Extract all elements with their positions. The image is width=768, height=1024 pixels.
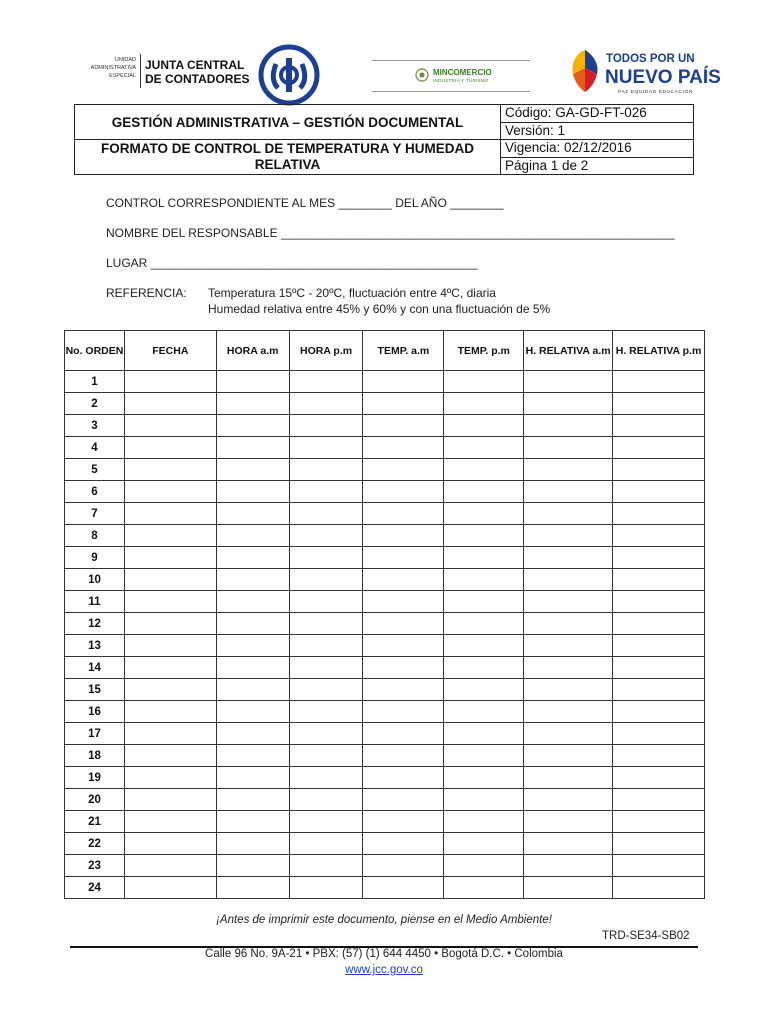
- entry-cell[interactable]: [613, 679, 705, 701]
- entry-cell[interactable]: [124, 877, 216, 899]
- column-header: TEMP. p.m: [444, 331, 524, 371]
- table-header-row: [65, 331, 705, 371]
- row-number: 10: [65, 569, 125, 591]
- entry-cell[interactable]: [444, 811, 524, 833]
- entry-cell[interactable]: [124, 459, 216, 481]
- entry-cell[interactable]: [289, 415, 363, 437]
- referencia-label: REFERENCIA:: [106, 286, 187, 300]
- entry-cell[interactable]: [363, 679, 444, 701]
- footer-website-wrap: [0, 964, 768, 976]
- entry-cell[interactable]: [289, 525, 363, 547]
- entry-cell[interactable]: [524, 679, 613, 701]
- entry-cell[interactable]: [444, 635, 524, 657]
- table-row: [65, 525, 705, 547]
- entry-cell[interactable]: [363, 701, 444, 723]
- entry-cell[interactable]: [289, 789, 363, 811]
- entry-cell[interactable]: [613, 701, 705, 723]
- column-header: HORA a.m: [216, 331, 289, 371]
- entry-cell[interactable]: [613, 481, 705, 503]
- entry-cell[interactable]: [613, 547, 705, 569]
- entry-cell[interactable]: [524, 789, 613, 811]
- row-number: 14: [65, 657, 125, 679]
- entry-cell[interactable]: [524, 591, 613, 613]
- footer-website-link[interactable]: www.jcc.gov.co: [345, 964, 423, 976]
- entry-cell[interactable]: [289, 855, 363, 877]
- header-title-top: GESTIÓN ADMINISTRATIVA – GESTIÓN DOCUMENTAL: [75, 105, 501, 140]
- referencia-humidity: Humedad relativa entre 45% y 60% y con una fluctuación de 5%: [208, 302, 551, 316]
- entry-cell[interactable]: [363, 833, 444, 855]
- entry-cell[interactable]: [216, 459, 289, 481]
- entry-cell[interactable]: [524, 767, 613, 789]
- entry-cell[interactable]: [363, 855, 444, 877]
- header-title-bottom: FORMATO DE CONTROL DE TEMPERATURA Y HUMEDAD RELATIVA: [75, 140, 501, 175]
- entry-cell[interactable]: [444, 679, 524, 701]
- entry-cell[interactable]: [124, 613, 216, 635]
- entry-cell[interactable]: [613, 833, 705, 855]
- entry-cell[interactable]: [216, 657, 289, 679]
- table-row: [65, 503, 705, 525]
- row-number: 16: [65, 701, 125, 723]
- table-row: [65, 437, 705, 459]
- entry-cell[interactable]: [524, 415, 613, 437]
- entry-cell[interactable]: [613, 723, 705, 745]
- entry-cell[interactable]: [289, 503, 363, 525]
- entry-cell[interactable]: [124, 525, 216, 547]
- entry-cell[interactable]: [216, 547, 289, 569]
- entry-cell[interactable]: [613, 855, 705, 877]
- table-row: [65, 855, 705, 877]
- entry-cell[interactable]: [363, 371, 444, 393]
- entry-cell[interactable]: [363, 547, 444, 569]
- entry-cell[interactable]: [444, 745, 524, 767]
- entry-cell[interactable]: [363, 657, 444, 679]
- entry-cell[interactable]: [363, 393, 444, 415]
- entry-cell[interactable]: [289, 767, 363, 789]
- entry-cell[interactable]: [216, 723, 289, 745]
- row-number: 4: [65, 437, 125, 459]
- entry-cell[interactable]: [216, 437, 289, 459]
- footer-address: Calle 96 No. 9A-21 • PBX: (57) (1) 644 4450 • Bogotá D.C. • Colombia: [205, 948, 563, 960]
- responsable-line: NOMBRE DEL RESPONSABLE ___________________________________________________________: [106, 226, 675, 240]
- entry-cell[interactable]: [524, 657, 613, 679]
- entry-cell[interactable]: [124, 547, 216, 569]
- header-pagina: Página 1 de 2: [501, 157, 694, 175]
- trd-code: TRD-SE34-SB02: [602, 930, 690, 942]
- entry-cell[interactable]: [363, 767, 444, 789]
- table-row: [65, 811, 705, 833]
- entry-cell[interactable]: [216, 481, 289, 503]
- entry-cell[interactable]: [613, 789, 705, 811]
- jcc-name-line: JUNTA CENTRAL: [145, 58, 245, 72]
- entry-cell[interactable]: [216, 371, 289, 393]
- table-row: [65, 635, 705, 657]
- entry-cell[interactable]: [524, 723, 613, 745]
- lugar-line: LUGAR _________________________________________________: [106, 256, 478, 270]
- entry-cell[interactable]: [444, 437, 524, 459]
- entry-cell[interactable]: [444, 525, 524, 547]
- entry-cell[interactable]: [363, 415, 444, 437]
- entry-cell[interactable]: [613, 811, 705, 833]
- entry-cell[interactable]: [444, 547, 524, 569]
- entry-cell[interactable]: [444, 767, 524, 789]
- entry-cell[interactable]: [613, 767, 705, 789]
- row-number: 1: [65, 371, 125, 393]
- entry-cell[interactable]: [216, 745, 289, 767]
- entry-cell[interactable]: [289, 723, 363, 745]
- entry-cell[interactable]: [216, 701, 289, 723]
- entry-cell[interactable]: [289, 437, 363, 459]
- entry-cell[interactable]: [524, 613, 613, 635]
- entry-cell[interactable]: [216, 679, 289, 701]
- entry-cell[interactable]: [363, 723, 444, 745]
- entry-cell[interactable]: [216, 855, 289, 877]
- jcc-unit-label: [78, 56, 136, 80]
- entry-cell[interactable]: [363, 503, 444, 525]
- mincomercio-subtitle: INDUSTRIA Y TURISMO: [433, 78, 489, 83]
- entry-cell[interactable]: [444, 569, 524, 591]
- entry-cell[interactable]: [363, 459, 444, 481]
- entry-cell[interactable]: [289, 591, 363, 613]
- entry-cell[interactable]: [613, 437, 705, 459]
- entry-cell[interactable]: [363, 525, 444, 547]
- entry-cell[interactable]: [524, 393, 613, 415]
- referencia-temperature: Temperatura 15ºC - 20ºC, fluctuación entre 4ºC, diaria: [208, 286, 496, 300]
- row-number: 17: [65, 723, 125, 745]
- entry-cell[interactable]: [363, 437, 444, 459]
- entry-cell[interactable]: [613, 613, 705, 635]
- entry-cell[interactable]: [524, 481, 613, 503]
- nuevo-pais-line2: NUEVO PAÍS: [605, 67, 721, 88]
- entry-cell[interactable]: [216, 767, 289, 789]
- entry-cell[interactable]: [289, 657, 363, 679]
- table-row: [65, 723, 705, 745]
- entry-cell[interactable]: [216, 833, 289, 855]
- entry-cell[interactable]: [124, 767, 216, 789]
- row-number: 19: [65, 767, 125, 789]
- control-month-year-line: CONTROL CORRESPONDIENTE AL MES ________ DEL AÑO ________: [106, 196, 504, 210]
- nuevo-pais-line1: TODOS POR UN: [606, 53, 695, 65]
- entry-cell[interactable]: [524, 833, 613, 855]
- entry-cell[interactable]: [124, 679, 216, 701]
- table-row: [65, 767, 705, 789]
- entry-cell[interactable]: [289, 745, 363, 767]
- row-number: 23: [65, 855, 125, 877]
- entry-cell[interactable]: [613, 371, 705, 393]
- entry-cell[interactable]: [363, 569, 444, 591]
- entry-cell[interactable]: [216, 811, 289, 833]
- table-row: [65, 569, 705, 591]
- row-number: 18: [65, 745, 125, 767]
- entry-cell[interactable]: [524, 855, 613, 877]
- table-row: [65, 701, 705, 723]
- entry-cell[interactable]: [613, 657, 705, 679]
- entry-cell[interactable]: [289, 459, 363, 481]
- column-header: No. ORDEN: [65, 331, 125, 371]
- entry-cell[interactable]: [524, 811, 613, 833]
- entry-cell[interactable]: [363, 613, 444, 635]
- row-number: 22: [65, 833, 125, 855]
- entry-cell[interactable]: [216, 503, 289, 525]
- entry-cell[interactable]: [216, 569, 289, 591]
- entry-cell[interactable]: [613, 393, 705, 415]
- entry-cell[interactable]: [524, 437, 613, 459]
- header-vigencia: Vigencia: 02/12/2016: [501, 140, 694, 158]
- entry-cell[interactable]: [289, 877, 363, 899]
- row-number: 20: [65, 789, 125, 811]
- nuevo-pais-emblem-icon: [567, 46, 603, 98]
- jcc-unit-line: ADMINISTRATIVA: [90, 65, 136, 71]
- entry-cell[interactable]: [444, 371, 524, 393]
- entry-cell[interactable]: [124, 569, 216, 591]
- entry-cell[interactable]: [289, 833, 363, 855]
- entry-cell[interactable]: [613, 525, 705, 547]
- entry-cell[interactable]: [524, 701, 613, 723]
- row-number: 21: [65, 811, 125, 833]
- table-row: [65, 459, 705, 481]
- entry-cell[interactable]: [524, 525, 613, 547]
- table-row: [65, 789, 705, 811]
- row-number: 24: [65, 877, 125, 899]
- entry-cell[interactable]: [216, 591, 289, 613]
- control-table: [64, 330, 705, 899]
- entry-cell[interactable]: [124, 789, 216, 811]
- entry-cell[interactable]: [613, 459, 705, 481]
- entry-cell[interactable]: [363, 877, 444, 899]
- entry-cell[interactable]: [444, 613, 524, 635]
- entry-cell[interactable]: [613, 569, 705, 591]
- entry-cell[interactable]: [289, 811, 363, 833]
- row-number: 5: [65, 459, 125, 481]
- environment-note: ¡Antes de imprimir este documento, piense en el Medio Ambiente!: [216, 914, 552, 926]
- jcc-logo-name: [145, 58, 249, 86]
- entry-cell[interactable]: [444, 503, 524, 525]
- entry-cell[interactable]: [216, 789, 289, 811]
- entry-cell[interactable]: [363, 635, 444, 657]
- entry-cell[interactable]: [289, 701, 363, 723]
- column-header: HORA p.m: [289, 331, 363, 371]
- row-number: 12: [65, 613, 125, 635]
- entry-cell[interactable]: [524, 569, 613, 591]
- entry-cell[interactable]: [289, 569, 363, 591]
- jcc-unit-line: ESPECIAL: [109, 73, 136, 79]
- entry-cell[interactable]: [444, 877, 524, 899]
- entry-cell[interactable]: [363, 811, 444, 833]
- row-number: 6: [65, 481, 125, 503]
- entry-cell[interactable]: [216, 613, 289, 635]
- column-header: TEMP. a.m: [363, 331, 444, 371]
- entry-cell[interactable]: [444, 393, 524, 415]
- header-codigo: Código: GA-GD-FT-026: [501, 105, 694, 123]
- row-number: 8: [65, 525, 125, 547]
- entry-cell[interactable]: [444, 415, 524, 437]
- entry-cell[interactable]: [124, 635, 216, 657]
- entry-cell[interactable]: [289, 393, 363, 415]
- row-number: 2: [65, 393, 125, 415]
- row-number: 13: [65, 635, 125, 657]
- entry-cell[interactable]: [216, 415, 289, 437]
- row-number: 15: [65, 679, 125, 701]
- entry-cell[interactable]: [524, 635, 613, 657]
- table-row: [65, 745, 705, 767]
- table-row: [65, 415, 705, 437]
- table-row: [65, 481, 705, 503]
- table-row: [65, 371, 705, 393]
- entry-cell[interactable]: [613, 745, 705, 767]
- entry-cell[interactable]: [444, 833, 524, 855]
- entry-cell[interactable]: [444, 591, 524, 613]
- entry-cell[interactable]: [216, 393, 289, 415]
- column-header: FECHA: [124, 331, 216, 371]
- nuevo-pais-line3: PAZ EQUIDAD EDUCACIÓN: [618, 90, 693, 95]
- jcc-emblem-icon: [258, 44, 320, 106]
- jcc-divider: [140, 54, 141, 88]
- entry-cell[interactable]: [613, 877, 705, 899]
- entry-cell[interactable]: [124, 855, 216, 877]
- entry-cell[interactable]: [524, 459, 613, 481]
- colombia-shield-icon: [415, 68, 429, 82]
- entry-cell[interactable]: [524, 745, 613, 767]
- row-number: 3: [65, 415, 125, 437]
- entry-cell[interactable]: [124, 481, 216, 503]
- entry-cell[interactable]: [613, 415, 705, 437]
- row-number: 9: [65, 547, 125, 569]
- entry-cell[interactable]: [124, 811, 216, 833]
- entry-cell[interactable]: [289, 371, 363, 393]
- entry-cell[interactable]: [524, 503, 613, 525]
- entry-cell[interactable]: [124, 723, 216, 745]
- entry-cell[interactable]: [444, 723, 524, 745]
- entry-cell[interactable]: [124, 745, 216, 767]
- row-number: 11: [65, 591, 125, 613]
- entry-cell[interactable]: [524, 547, 613, 569]
- column-header: H. RELATIVA p.m: [613, 331, 705, 371]
- entry-cell[interactable]: [363, 481, 444, 503]
- entry-cell[interactable]: [444, 459, 524, 481]
- entry-cell[interactable]: [216, 635, 289, 657]
- entry-cell[interactable]: [124, 393, 216, 415]
- table-row: [65, 877, 705, 899]
- table-row: [65, 833, 705, 855]
- table-row: [65, 393, 705, 415]
- entry-cell[interactable]: [444, 701, 524, 723]
- table-row: [65, 591, 705, 613]
- entry-cell[interactable]: [289, 481, 363, 503]
- entry-cell[interactable]: [524, 877, 613, 899]
- entry-cell[interactable]: [363, 591, 444, 613]
- jcc-name-line: DE CONTADORES: [145, 72, 250, 86]
- entry-cell[interactable]: [289, 635, 363, 657]
- entry-cell[interactable]: [363, 745, 444, 767]
- entry-cell[interactable]: [363, 789, 444, 811]
- entry-cell[interactable]: [124, 503, 216, 525]
- entry-cell[interactable]: [444, 657, 524, 679]
- entry-cell[interactable]: [216, 525, 289, 547]
- entry-cell[interactable]: [124, 701, 216, 723]
- entry-cell[interactable]: [444, 481, 524, 503]
- entry-cell[interactable]: [289, 679, 363, 701]
- entry-cell[interactable]: [613, 503, 705, 525]
- entry-cell[interactable]: [524, 371, 613, 393]
- entry-cell[interactable]: [216, 877, 289, 899]
- entry-cell[interactable]: [444, 855, 524, 877]
- entry-cell[interactable]: [289, 547, 363, 569]
- entry-cell[interactable]: [613, 591, 705, 613]
- column-header: H. RELATIVA a.m: [524, 331, 613, 371]
- document-header: [74, 104, 694, 175]
- entry-cell[interactable]: [124, 437, 216, 459]
- entry-cell[interactable]: [124, 591, 216, 613]
- entry-cell[interactable]: [613, 635, 705, 657]
- table-row: [65, 613, 705, 635]
- jcc-unit-line: UNIDAD: [114, 57, 136, 63]
- entry-cell[interactable]: [124, 371, 216, 393]
- mincomercio-name: MINCOMERCIO: [433, 68, 492, 77]
- entry-cell[interactable]: [444, 789, 524, 811]
- entry-cell[interactable]: [124, 833, 216, 855]
- header-version: Versión: 1: [501, 122, 694, 140]
- row-number: 7: [65, 503, 125, 525]
- entry-cell[interactable]: [289, 613, 363, 635]
- table-row: [65, 547, 705, 569]
- table-row: [65, 657, 705, 679]
- entry-cell[interactable]: [124, 415, 216, 437]
- entry-cell[interactable]: [124, 657, 216, 679]
- table-row: [65, 679, 705, 701]
